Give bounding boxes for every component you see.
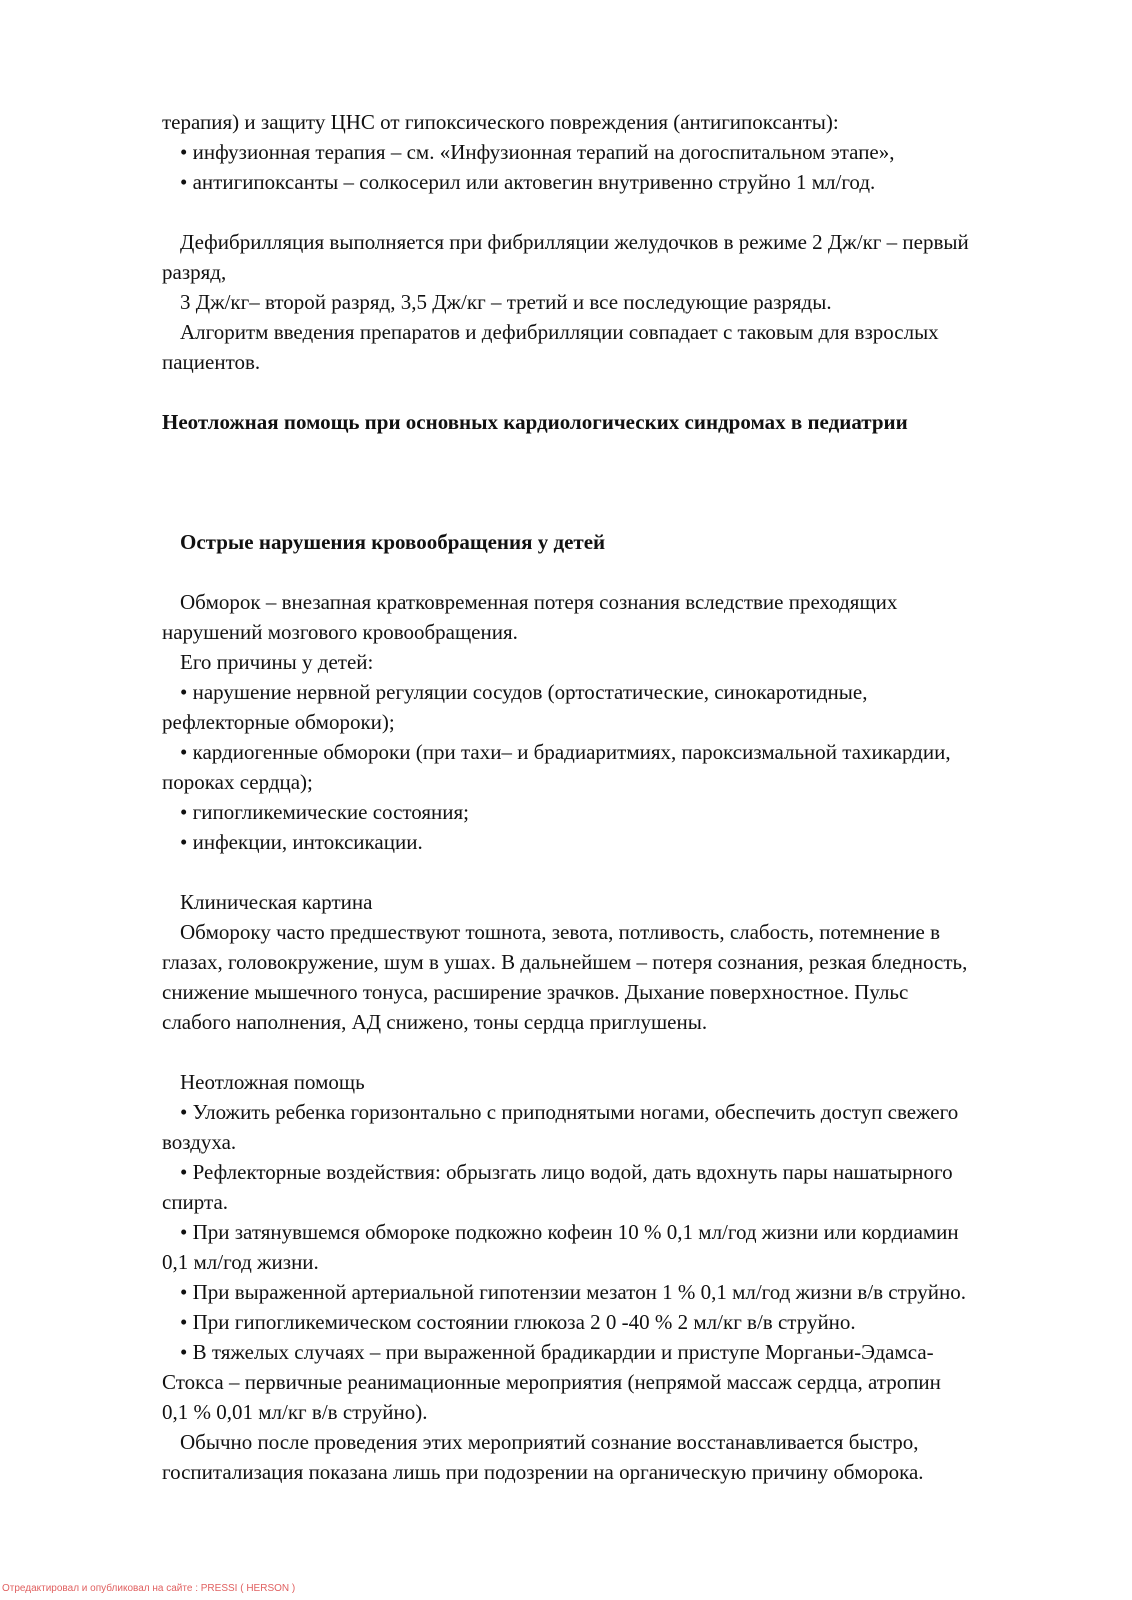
list-item: • При гипогликемическом состоянии глюкоза 2 0 -40 % 2 мл/кг в/в струйно. <box>180 1310 856 1334</box>
list-item: • Рефлекторные воздействия: обрызгать лицо водой, дать вдохнуть пары нашатырного <box>180 1160 953 1184</box>
paragraph-line: Обычно после проведения этих мероприятий сознание восстанавливается быстро, <box>180 1430 919 1454</box>
subsection-heading: Клиническая картина <box>180 890 373 914</box>
list-item: • нарушение нервной регуляции сосудов (ортостатические, синокаротидные, <box>180 680 868 704</box>
list-item: Стокса – первичные реанимационные мероприятия (непрямой массаж сердца, атропин <box>162 1370 941 1394</box>
list-item: • В тяжелых случаях – при выраженной брадикардии и приступе Морганьи-Эдамса- <box>180 1340 934 1364</box>
paragraph-line: разряд, <box>162 260 227 284</box>
list-item: рефлекторные обмороки); <box>162 710 395 734</box>
list-item: • При выраженной артериальной гипотензии мезатон 1 % 0,1 мл/год жизни в/в струйно. <box>180 1280 966 1304</box>
list-item: 0,1 мл/год жизни. <box>162 1250 319 1274</box>
list-item: пороках сердца); <box>162 770 313 794</box>
paragraph-line: Обмороку часто предшествуют тошнота, зевота, потливость, слабость, потемнение в <box>180 920 940 944</box>
paragraph-line: глазах, головокружение, шум в ушах. В дальнейшем – потеря сознания, резкая бледность, <box>162 950 968 974</box>
paragraph-line: Дефибрилляция выполняется при фибрилляции желудочков в режиме 2 Дж/кг – первый <box>180 230 969 254</box>
paragraph-line: 3 Дж/кг– второй разряд, 3,5 Дж/кг – третий и все последующие разряды. <box>180 290 832 314</box>
list-item: • При затянувшемся обмороке подкожно кофеин 10 % 0,1 мл/год жизни или кордиамин <box>180 1220 959 1244</box>
list-item: • гипогликемические состояния; <box>180 800 470 824</box>
document-body <box>162 107 1042 1487</box>
paragraph-line: Его причины у детей: <box>180 650 374 674</box>
paragraph-line: снижение мышечного тонуса, расширение зрачков. Дыхание поверхностное. Пульс <box>162 980 909 1004</box>
list-item: воздуха. <box>162 1130 237 1154</box>
paragraph-line: Алгоритм введения препаратов и дефибрилляции совпадает с таковым для взрослых <box>180 320 939 344</box>
list-item: 0,1 % 0,01 мл/кг в/в струйно). <box>162 1400 428 1424</box>
subsection-heading: Острые нарушения кровообращения у детей <box>180 530 606 554</box>
footer-credit: Отредактировал и опубликовал на сайте : PRESSI ( HERSON ) <box>2 1583 296 1594</box>
subsection-heading: Неотложная помощь <box>180 1070 365 1094</box>
list-item: • кардиогенные обмороки (при тахи– и брадиаритмиях, пароксизмальной тахикардии, <box>180 740 951 764</box>
list-item: • Уложить ребенка горизонтально с приподнятыми ногами, обеспечить доступ свежего <box>180 1100 959 1124</box>
paragraph-line: терапия) и защиту ЦНС от гипоксического повреждения (антигипоксанты): <box>162 110 839 134</box>
paragraph-line: Обморок – внезапная кратковременная потеря сознания вследствие преходящих <box>180 590 898 614</box>
paragraph-line: госпитализация показана лишь при подозрении на органическую причину обморока. <box>162 1460 924 1484</box>
paragraph-line: пациентов. <box>162 350 261 374</box>
list-item: • инфекции, интоксикации. <box>180 830 423 854</box>
list-item: • антигипоксанты – солкосерил или актовегин внутривенно струйно 1 мл/год. <box>180 170 876 194</box>
section-heading: Неотложная помощь при основных кардиологических синдромах в педиатрии <box>162 410 908 434</box>
paragraph-line: слабого наполнения, АД снижено, тоны сердца приглушены. <box>162 1010 708 1034</box>
list-item: спирта. <box>162 1190 229 1214</box>
list-item: • инфузионная терапия – см. «Инфузионная терапий на догоспитальном этапе», <box>180 140 895 164</box>
paragraph-line: нарушений мозгового кровообращения. <box>162 620 518 644</box>
